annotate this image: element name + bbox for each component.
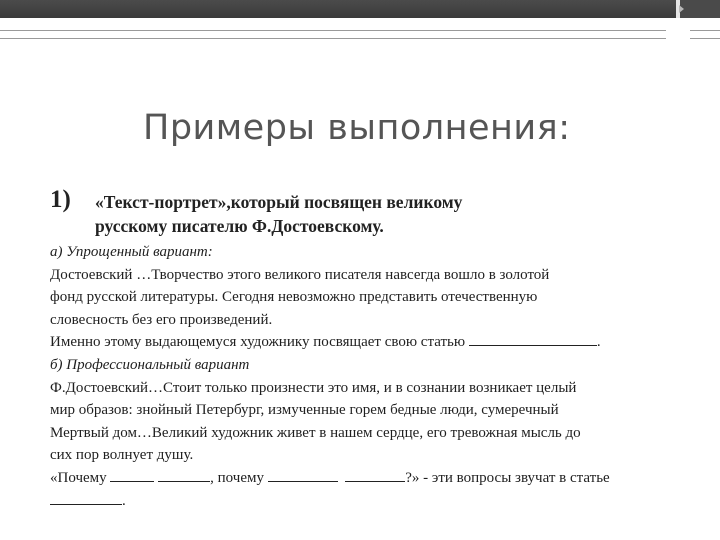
fill-in-blank xyxy=(50,492,122,505)
divider xyxy=(0,38,666,39)
item-heading xyxy=(95,190,655,238)
question-part: . xyxy=(122,492,126,509)
text-line: Мертвый дом…Великий художник живет в нашем сердце, его тревожная мысль до xyxy=(50,424,581,441)
question-line-end xyxy=(50,490,680,513)
divider xyxy=(690,38,720,39)
text-line: Ф.Достоевский…Стоит только произнести это имя, и в сознании возникает целый xyxy=(50,379,577,396)
fill-in-blank xyxy=(345,469,405,482)
top-band-dark xyxy=(0,0,676,18)
top-band-right xyxy=(680,0,720,18)
example-text xyxy=(50,241,680,512)
text-line-content: Именно этому выдающемуся художнику посвящает свою статью xyxy=(50,334,466,351)
question-line xyxy=(50,467,680,490)
text-line: фонд русской литературы. Сегодня невозможно представить отечественную xyxy=(50,289,538,306)
question-part: ?» - эти вопросы звучат в статье xyxy=(405,469,610,486)
question-part: «Почему xyxy=(50,469,107,486)
text-line-end: . xyxy=(596,334,601,351)
text-line: Достоевский …Творчество этого великого писателя навсегда вошло в золотой xyxy=(50,266,550,283)
text-line: сих пор волнует душу. xyxy=(50,447,194,464)
heading-line: «Текст-портрет»,который посвящен великому xyxy=(95,192,463,212)
variant-a-label: а) Упрощенный вариант: xyxy=(50,244,213,260)
variant-b-label: б) Профессиональный вариант xyxy=(50,356,250,373)
text-line xyxy=(50,331,680,354)
fill-in-blank xyxy=(110,469,154,482)
fill-in-blank xyxy=(268,469,338,482)
divider xyxy=(0,30,666,31)
fill-in-blank xyxy=(158,469,210,482)
text-line: мир образов: знойный Петербург, измученные горем бедные люди, сумеречный xyxy=(50,402,559,419)
question-part: , почему xyxy=(210,469,264,486)
divider xyxy=(690,30,720,31)
text-line: словесность без его произведений. xyxy=(50,311,273,328)
heading-line: русскому писателю Ф.Достоевскому. xyxy=(95,216,384,236)
triangle-icon xyxy=(679,5,684,13)
item-number: 1) xyxy=(50,186,71,213)
fill-in-blank xyxy=(469,333,597,346)
slide-title: Примеры выполнения: xyxy=(143,108,571,148)
